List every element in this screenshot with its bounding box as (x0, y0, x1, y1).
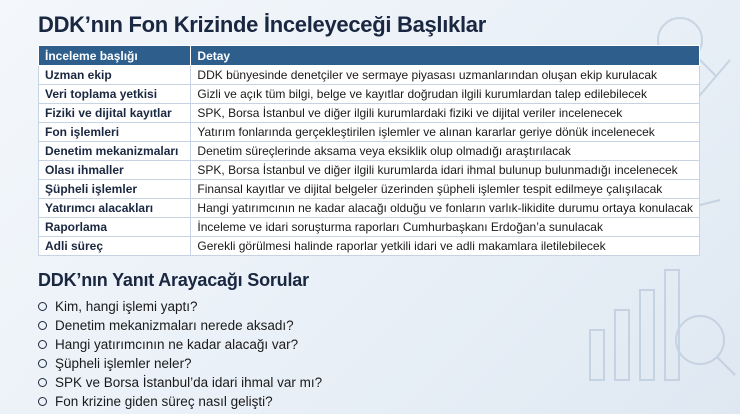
questions-title: DDK’nın Yanıt Arayacağı Sorular (38, 270, 309, 290)
row-term: Fon işlemleri (39, 123, 191, 142)
table-row (39, 161, 700, 180)
page-title: DDK’nın Fon Krizinde İnceleyeceği Başlıklar (38, 12, 487, 37)
question-text: Fon krizine giden süreç nasıl gelişti? (55, 394, 273, 409)
table-row (39, 237, 700, 256)
list-item (38, 335, 698, 354)
question-text: Şüpheli işlemler neler? (55, 356, 192, 371)
row-detail: SPK, Borsa İstanbul ve diğer ilgili kurumlardaki fiziki ve dijital veriler incelenecek (191, 104, 700, 123)
table-row (39, 66, 700, 85)
header-detail: Detay (191, 46, 700, 66)
row-detail: Finansal kayıtlar ve dijital belgeler üzerinden şüpheli işlemler tespit edilmeye çalışılacak (191, 180, 700, 199)
row-detail: SPK, Borsa İstanbul ve diğer ilgili kurumlarda idari ihmal bulunup bulunmadığı incelenecek (191, 161, 700, 180)
row-term: Şüpheli işlemler (39, 180, 191, 199)
content-area (38, 0, 698, 411)
row-term: Adli süreç (39, 237, 191, 256)
table-row (39, 180, 700, 199)
circle-bullet-icon (38, 302, 47, 311)
row-detail: Yatırım fonlarında gerçekleştirilen işlemler ve alınan kararlar geriye dönük incelenecek (191, 123, 700, 142)
row-term: Denetim mekanizmaları (39, 142, 191, 161)
circle-bullet-icon (38, 397, 47, 406)
question-text: Denetim mekanizmaları nerede aksadı? (55, 318, 294, 333)
questions-list (38, 297, 698, 411)
question-text: Hangi yatırımcının ne kadar alacağı var? (55, 337, 299, 352)
table-row (39, 142, 700, 161)
list-item (38, 354, 698, 373)
review-topics-table (38, 45, 700, 256)
table-row (39, 218, 700, 237)
row-term: Yatırımcı alacakları (39, 199, 191, 218)
row-detail: Hangi yatırımcının ne kadar alacağı olduğu ve fonların varlık-likidite durumu ortaya konulacak (191, 199, 700, 218)
row-term: Raporlama (39, 218, 191, 237)
row-term: Uzman ekip (39, 66, 191, 85)
row-detail: Gerekli görülmesi halinde raporlar yetkili idari ve adli makamlara iletilebilecek (191, 237, 700, 256)
row-detail: Gizli ve açık tüm bilgi, belge ve kayıtlar doğrudan ilgili kurumlardan talep edilebilecek (191, 85, 700, 104)
table-row (39, 104, 700, 123)
row-term: Fiziki ve dijital kayıtlar (39, 104, 191, 123)
row-detail: Denetim süreçlerinde aksama veya eksiklik olup olmadığı araştırılacak (191, 142, 700, 161)
header-review-topic: İnceleme başlığı (39, 46, 191, 66)
row-detail: İnceleme ve idari soruşturma raporları Cumhurbaşkanı Erdoğan’a sunulacak (191, 218, 700, 237)
list-item (38, 392, 698, 411)
row-term: Veri toplama yetkisi (39, 85, 191, 104)
circle-bullet-icon (38, 321, 47, 330)
question-text: SPK ve Borsa İstanbul’da idari ihmal var mı? (55, 375, 323, 390)
row-term: Olası ihmaller (39, 161, 191, 180)
table-row (39, 199, 700, 218)
question-text: Kim, hangi işlemi yaptı? (55, 299, 198, 314)
list-item (38, 316, 698, 335)
row-detail: DDK bünyesinde denetçiler ve sermaye piyasası uzmanlarından oluşan ekip kurulacak (191, 66, 700, 85)
circle-bullet-icon (38, 340, 47, 349)
table-row (39, 123, 700, 142)
table-header-row (39, 46, 700, 66)
list-item (38, 297, 698, 316)
list-item (38, 373, 698, 392)
table-row (39, 85, 700, 104)
circle-bullet-icon (38, 359, 47, 368)
circle-bullet-icon (38, 378, 47, 387)
